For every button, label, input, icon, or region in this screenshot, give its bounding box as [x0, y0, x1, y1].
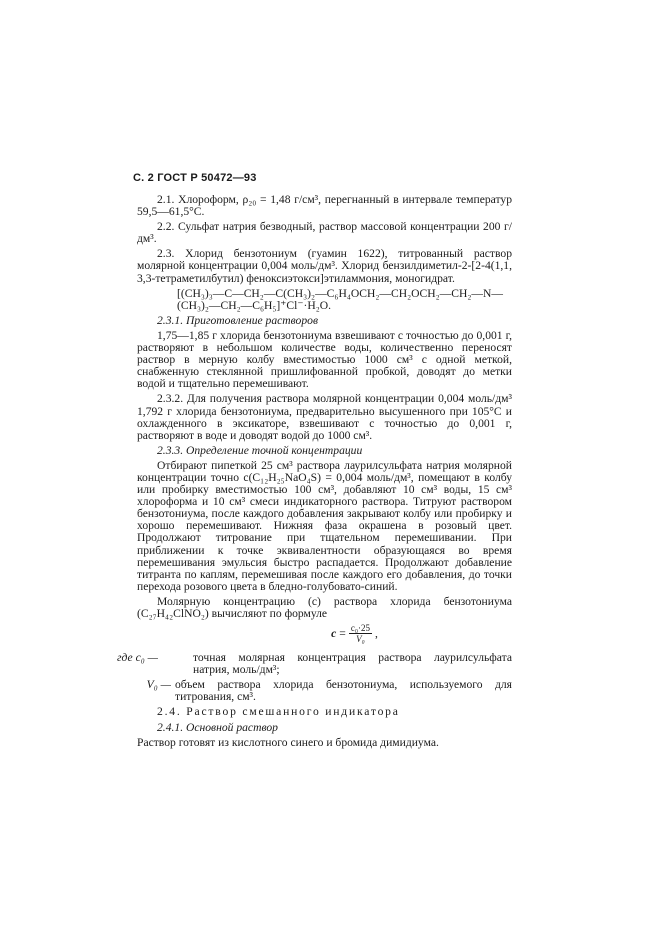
formula-tail: ,	[374, 626, 378, 640]
formula-numerator: c₀·25	[350, 623, 370, 634]
item-2-3-2: 2.3.2. Для получения раствора молярной концентрации 0,004 моль/дм³ 1,792 г хлорида бензотониума, предварительно высушенного при 105°С и охлажденного в эксикаторе, взвешивают с точностью до 0,001 г, растворяют в воде и доводят водой до 1000 см³.	[137, 392, 512, 442]
chemical-formula: [(CH₃)₃—C—CH₂—C(CH₃)₂—C₆H₄OCH₂—CH₂OCH₂—CH₂—N—(CH₃)₂—CH₂—C₆H₅]⁺Cl⁻·H₂O.	[177, 286, 503, 312]
concentration-formula	[197, 623, 512, 644]
formula-fraction	[349, 623, 372, 644]
heading-2-4-1: 2.4.1. Основной раствор	[157, 720, 278, 734]
heading-2-3-1: 2.3.1. Приготовление растворов	[157, 313, 318, 327]
formula-intro: Молярную концентрацию (c) раствора хлорида бензотониума (C₂₇H₄₂ClNO₂) вычисляют по формуле	[137, 594, 512, 620]
item-2-3-1-text: 1,75—1,85 г хлорида бензотониума взвешивают с точностью до 0,001 г, растворяют в небольшом количестве воды, количественно переносят раствор в мерную колбу вместимостью 1000 см³ с одной меткой, снабженную стеклянной пришлифованной пробкой, доводят до метки водой и тщательно перемешивают.	[137, 328, 512, 391]
item-2-2: 2.2. Сульфат натрия безводный, раствор массовой концентрации 200 г/дм³.	[137, 220, 512, 246]
where-text-v0: объем раствора хлорида бензотониума, используемого для титрования, см³.	[175, 678, 512, 704]
where-item-c0	[117, 651, 512, 677]
heading-2-4: 2.4. Раствор смешанного индикатора	[157, 705, 400, 719]
formula-lhs: c	[331, 626, 337, 640]
item-2-3: 2.3. Хлорид бензотониум (гуамин 1622), титрованный раствор молярной концентрации 0,004 моль/дм³. Хлорид бензилдиметил-2-[2-4(1,1, 3,3-тетраметилбутил) феноксиэтокси]этиламмония, моногидрат.	[137, 247, 512, 285]
item-2-3-3-text: Отбирают пипеткой 25 см³ раствора лаурилсульфата натрия молярной концентрации точно c(C₁₂H₂₅NaO₄S) = 0,004 моль/дм³, помещают в колбу или пробирку вместимостью 100 см³, добавляют 10 см³ воды, 15 см³ хлороформа и 10 см³ смеси индикаторного раствора. Титруют раствором бензотониума, после каждого добавления закрывают колбу или пробирку и хорошо перемешивают. Нижняя фаза окрашена в розовый цвет. Продолжают титрование при тщательном перемешивании. При приближении к точке эквивалентности образующаяся во время перемешивания эмульсия быстро распадается. Продолжают добавление титранта по каплям, перемешивая после каждого его добавления, до точки перехода розового цвета в бледно-голубовато-синий.	[137, 458, 512, 593]
where-label-c0: где c₀ —	[117, 651, 158, 665]
heading-2-3-3: 2.3.3. Определение точной концентрации	[157, 443, 363, 457]
item-2-4-1-text: Раствор готовят из кислотного синего и бромида димидиума.	[137, 735, 439, 749]
where-label-v0: V₀ —	[146, 678, 171, 692]
formula-equals: =	[339, 626, 346, 640]
item-2-1: 2.1. Хлороформ, ρ₂₀ = 1,48 г/см³, перегнанный в интервале температур 59,5—61,5°С.	[137, 193, 512, 219]
where-item-v0	[137, 679, 512, 703]
document-body	[117, 193, 512, 752]
where-text-c0: точная молярная концентрация раствора лаурилсульфата натрия, моль/дм³;	[193, 651, 512, 677]
formula-denominator: V₀	[356, 634, 365, 645]
page-header: С. 2 ГОСТ Р 50472—93	[133, 172, 257, 184]
